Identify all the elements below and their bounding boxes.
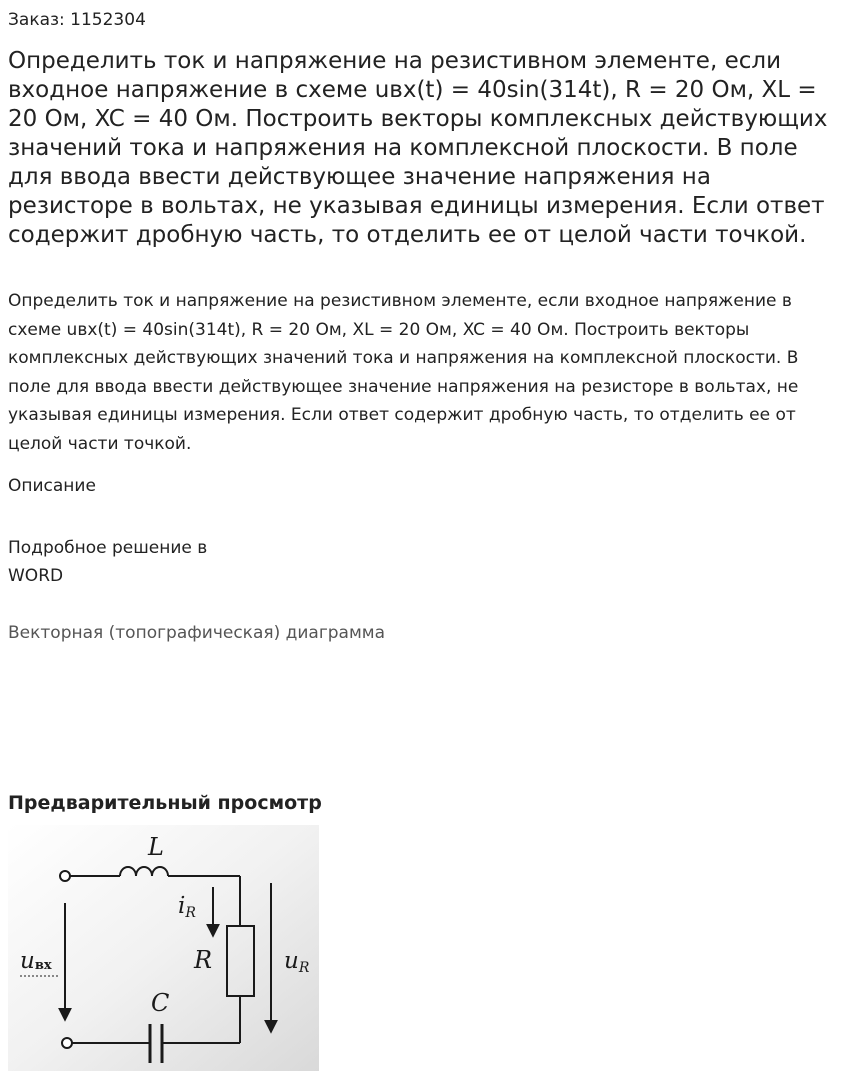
task-description: Определить ток и напряжение на резистивном элементе, если входное напряжение в схеме uвх(t) = 40sin(314t), R = 20 Ом, XL = 20 Ом, XC = 40 Ом. Построить векторы комплексных действующих значений тока и напряжения на комплексной плоскости. В поле для ввода ввести действующее значение напряжения на резисторе в вольтах, не указывая единицы измерения. Если ответ содержит дробную часть, то отделить ее от целой части точкой. bbox=[8, 291, 799, 454]
task-title: Определить ток и напряжение на резистивном элементе, если входное напряжение в схеме uвх(t) = 40sin(314t), R = 20 Ом, XL = 20 Ом, XC = 40 Ом. Построить векторы комплексных действующих значений тока и напряжения на комплексной плоскости. В поле для ввода ввести действующее значение напряжения на резисторе в вольтах, не указывая единицы измерения. Если ответ содержит дробную часть, то отделить ее от целой части точкой. bbox=[8, 48, 828, 248]
solution-format: Подробное решение в WORD bbox=[8, 538, 208, 586]
order-number: Заказ: 1152304 bbox=[8, 10, 146, 30]
current-label: iR bbox=[178, 893, 196, 921]
description-heading: Описание bbox=[8, 476, 96, 496]
preview-heading: Предварительный просмотр bbox=[8, 792, 322, 814]
capacitor-label: C bbox=[151, 989, 170, 1017]
circuit-preview-image bbox=[8, 825, 319, 1071]
inductor-label: L bbox=[148, 833, 164, 861]
vector-diagram-link[interactable]: Векторная (топографическая) диаграмма bbox=[8, 623, 386, 643]
input-terminal-bottom bbox=[62, 1038, 72, 1048]
input-terminal-top bbox=[60, 871, 70, 881]
resistor-voltage-label: uR bbox=[284, 948, 310, 976]
circuit-diagram bbox=[8, 825, 319, 1071]
resistor-label: R bbox=[194, 946, 213, 974]
input-voltage-label: uвх bbox=[20, 948, 52, 974]
